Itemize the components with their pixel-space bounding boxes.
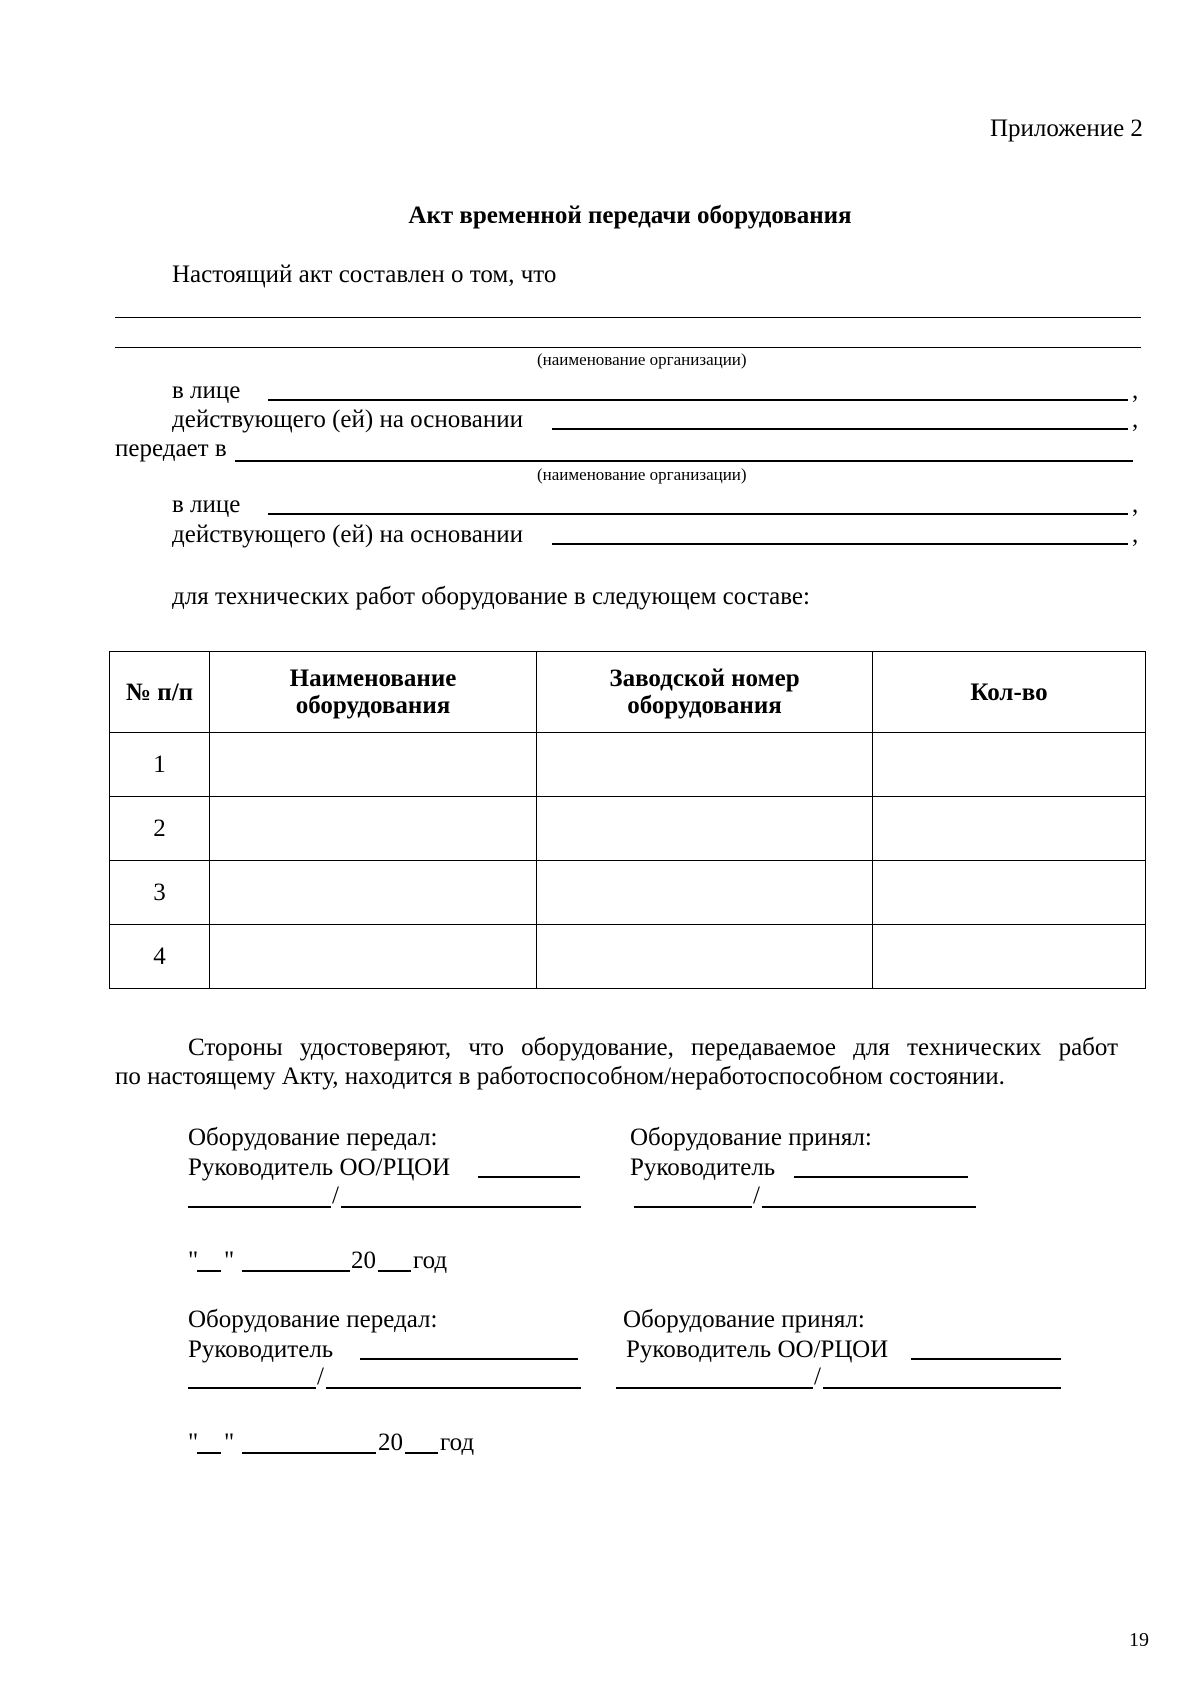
slash: / [753, 1182, 760, 1209]
comma: , [1132, 406, 1139, 433]
slash: / [317, 1363, 324, 1390]
date-month-field [242, 1270, 350, 1272]
date-quote-close: " [224, 1247, 235, 1274]
block1-left-role: Руководитель ОО/РЦОИ [188, 1154, 451, 1181]
equipment-intro: для технических работ оборудование в следующем составе: [172, 583, 810, 610]
quantity-cell[interactable] [873, 861, 1146, 925]
equipment-name-cell[interactable] [210, 797, 537, 861]
row-number: 3 [110, 861, 210, 925]
serial-number-cell[interactable] [537, 733, 873, 797]
org-caption-1: (наименование организации) [537, 350, 747, 369]
comma: , [1132, 377, 1139, 404]
date-year-field [378, 1270, 411, 1272]
page-number: 19 [1129, 1629, 1149, 1651]
org-caption-2: (наименование организации) [537, 465, 747, 484]
block2-right-name-field [823, 1387, 1061, 1389]
equipment-name-cell[interactable] [210, 925, 537, 989]
serial-number-cell[interactable] [537, 797, 873, 861]
row-number: 2 [110, 797, 210, 861]
quantity-cell[interactable] [873, 797, 1146, 861]
equipment-table [109, 651, 1146, 989]
block1-right-name-field [762, 1206, 976, 1208]
block1-left-sign-field [188, 1206, 331, 1208]
block2-right-signature-field [911, 1358, 1061, 1360]
block1-left-title: Оборудование передал: [188, 1124, 438, 1151]
comma: , [1132, 491, 1139, 518]
table-row [110, 861, 1146, 925]
table-row [110, 733, 1146, 797]
date-day-field [197, 1452, 221, 1454]
block1-right-signature-field [794, 1176, 968, 1178]
year-prefix: 20 [351, 1247, 376, 1274]
statement-line-1: Стороны удостоверяют, что оборудование, передаваемое для технических работ [188, 1034, 1118, 1061]
equipment-name-cell[interactable] [210, 733, 537, 797]
col-name-header: Наименование оборудования [210, 652, 537, 733]
quantity-cell[interactable] [873, 733, 1146, 797]
serial-number-cell[interactable] [537, 925, 873, 989]
block2-right-sign-field [616, 1387, 813, 1389]
org-line-2 [115, 347, 1141, 348]
comma: , [1132, 521, 1139, 548]
party2-in-person: в лице [172, 491, 241, 518]
appendix-label: Приложение 2 [990, 115, 1143, 142]
block1-left-signature-field [478, 1176, 580, 1178]
date-year-field [405, 1452, 438, 1454]
block1-right-title: Оборудование принял: [630, 1124, 872, 1151]
block2-left-role: Руководитель [188, 1336, 334, 1363]
document-title: Акт временной передачи оборудования [408, 202, 852, 229]
org-line-1 [115, 317, 1141, 318]
party1-basis-field [552, 428, 1128, 430]
intro-text: Настоящий акт составлен о том, что [172, 261, 557, 288]
transfers-to-label: передает в [115, 435, 227, 462]
date-quote-close: " [224, 1429, 235, 1456]
row-number: 4 [110, 925, 210, 989]
block1-right-sign-field [634, 1206, 752, 1208]
recipient-org-field [235, 460, 1133, 462]
table-row [110, 797, 1146, 861]
slash: / [332, 1182, 339, 1209]
block2-left-title: Оборудование передал: [188, 1306, 438, 1333]
col-serial-header: Заводской номер оборудования [537, 652, 873, 733]
table-header-row [110, 652, 1146, 733]
block1-right-role: Руководитель [630, 1154, 776, 1181]
block2-right-title: Оборудование принял: [623, 1306, 865, 1333]
date-day-field [197, 1270, 221, 1272]
slash: / [814, 1363, 821, 1390]
row-number: 1 [110, 733, 210, 797]
block2-left-sign-field [188, 1387, 316, 1389]
date-quote-open: " [188, 1429, 199, 1456]
party1-in-person: в лице [172, 377, 241, 404]
year-suffix: год [440, 1429, 475, 1456]
block2-left-signature-field [360, 1358, 578, 1360]
year-prefix: 20 [378, 1429, 403, 1456]
col-number-header: № п/п [110, 652, 210, 733]
party1-acting: действующего (ей) на основании [172, 406, 523, 433]
date-quote-open: " [188, 1247, 199, 1274]
party2-basis-field [552, 543, 1128, 545]
block2-left-name-field [326, 1387, 581, 1389]
date-month-field [242, 1452, 376, 1454]
quantity-cell[interactable] [873, 925, 1146, 989]
party2-acting: действующего (ей) на основании [172, 521, 523, 548]
year-suffix: год [413, 1247, 448, 1274]
party1-person-field [268, 399, 1128, 401]
block2-right-role: Руководитель ОО/РЦОИ [626, 1336, 889, 1363]
col-qty-header: Кол-во [873, 652, 1146, 733]
table-row [110, 925, 1146, 989]
equipment-name-cell[interactable] [210, 861, 537, 925]
serial-number-cell[interactable] [537, 861, 873, 925]
party2-person-field [268, 513, 1128, 515]
statement-line-2: по настоящему Акту, находится в работоспособном/неработоспособном состоянии. [115, 1063, 1005, 1090]
block1-left-name-field [341, 1206, 581, 1208]
